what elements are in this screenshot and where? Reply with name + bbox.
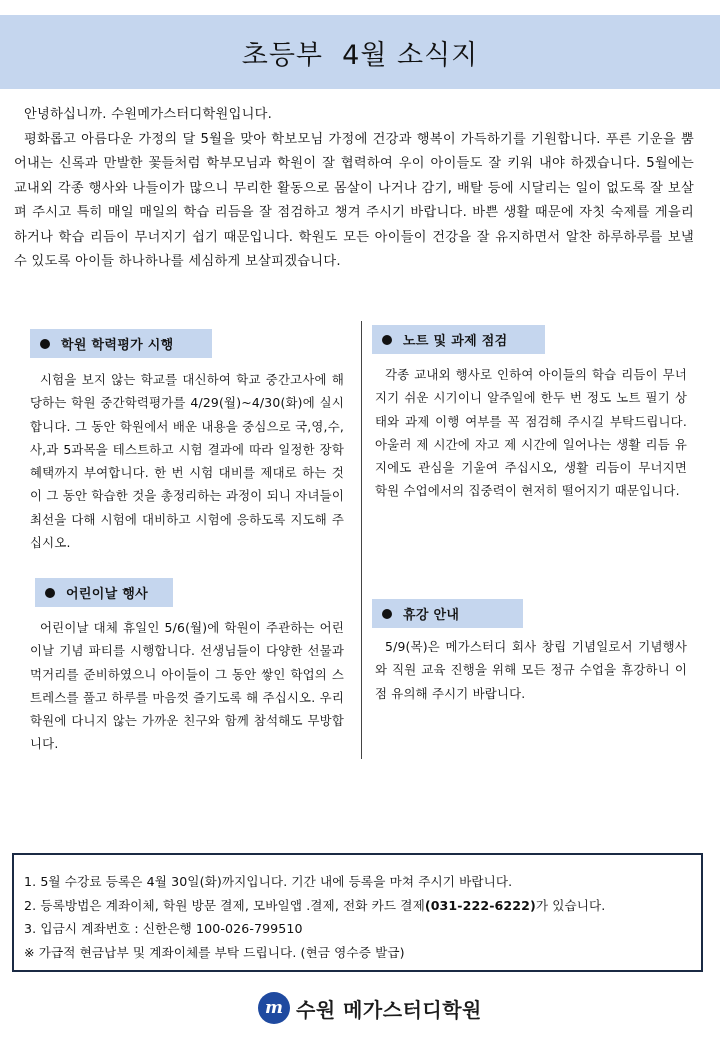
logo-text: 수원 메가스터디학원 [296,997,482,1022]
homework-section-heading [372,325,545,354]
intro-greeting: 안녕하십니까. 수원메가스터디학원입니다. [24,107,273,122]
holiday-section-body: 5/9(목)은 메가스터디 회사 창립 기념일로서 기념행사와 직원 교육 진행을 위해 모든 정규 수업을 휴강하니 이 점 유의해 주시기 바랍니다. [375,639,687,701]
exam-heading-text: 학원 학력평가 시행 [61,338,174,353]
childrens-day-section-heading [35,578,173,607]
bullet-icon [382,335,392,345]
registration-notice-box [12,853,703,972]
childrens-day-heading-text: 어린이날 행사 [66,587,148,602]
bullet-icon [45,588,55,598]
intro-body: 평화롭고 아름다운 가정의 달 5월을 맞아 학보모님 가정에 건강과 행복이 가득하기를 기원합니다. 푸른 기운을 뿜어내는 신록과 만발한 꽃들처럼 학부모님과 학원이 잘 협력하여 우이 아이들도 잘 키워 내야 하겠습니다. 5월에는 교내외 각종 행사와 나들이가 많으니 무리한 활동으로 몸살이 나거나 감기, 배탈 등에 시달리는 일이 없도록 잘 보살펴 주시고 특히 매일 매일의 학습 리듬을 잘 점검하고 챙겨 주시기 바랍니다. 바쁜 생활 때문에 자칫 숙제를 게을리하거나 학습 리듬이 무너지기 쉽기 때문입니다. 학원도 모든 아이들이 건강을 잘 유지하면서 알찬 하루하루를 보낼 수 있도록 아이들 하나하나를 세심하게 보살피겠습니다. [14,131,694,269]
childrens-day-section-body: 어린이날 대체 휴일인 5/6(월)에 학원이 주관하는 어린이날 기념 파티를 시행합니다. 선생님들이 다양한 선물과 먹거리를 준비하였으니 아이들이 그 동안 쌓인 학업의 스트레스를 풀고 하루를 마음껏 즐기도록 해 주십시오. 우리 학원에 다니지 않는 가까운 친구와 함께 참석해도 무방합니다. [30,620,344,752]
page-title: 초등부 4월 소식지 [241,39,479,71]
notice-line-1: 1. 5월 수강료 등록은 4월 30일(화)까지입니다. 기간 내에 등록을 마쳐 주시기 바랍니다. [24,874,513,889]
column-divider [361,321,362,759]
bullet-icon [40,339,50,349]
exam-section-heading [30,329,212,358]
megastudy-logo-icon: m [258,992,290,1024]
notice-line-4: ※ 가급적 현금납부 및 계좌이체를 부탁 드립니다. (현금 영수증 발급) [24,944,405,960]
notice-line-2 [24,894,701,918]
title-bar [0,15,720,89]
homework-section-body: 각종 교내외 행사로 인하여 아이들의 학습 리듬이 무너지기 쉬운 시기이니 알주일에 한두 번 정도 노트 필기 상태와 과제 이행 여부를 꼭 점검해 주시길 부탁드립니다. 아울러 제 시간에 자고 제 시간에 일어나는 생활 리듬 유지에도 관심을 기울여 주십시오, 생활 리듬이 무너지면 학원 수업에서의 집중력이 현저히 떨어지기 때문입니다. [375,367,687,499]
notice-phone: (031-222-6222) [424,897,536,913]
homework-heading-text: 노트 및 과제 점검 [403,334,508,349]
holiday-heading-text: 휴강 안내 [403,608,460,623]
holiday-section-heading [372,599,523,628]
notice-line-2-text: 2. 등록방법은 계좌이체, 학원 방문 결제, 모바일앱 .결제, 전화 카드 결제 [24,897,425,913]
intro-message [14,103,694,275]
notice-line-3: 3. 입금시 계좌번호 : 신한은행 100-026-799510 [24,921,303,936]
footer-logo [258,990,482,1026]
notice-line-2-suffix: 가 있습니다. [535,897,606,913]
exam-section-body: 시험을 보지 않는 학교를 대신하여 학교 중간고사에 해당하는 학원 중간학력평가를 4/29(월)~4/30(화)에 실시합니다. 그 동안 학원에서 배운 내용을 중심으로 국,영,수,사,과 5과목을 테스트하고 시험 결과에 따라 일정한 장학 혜택까지 부여합니다. 한 번 시험 대비를 제대로 하는 것이 그 동안 학습한 것을 총정리하는 과정이 되니 자녀들이 최선을 다해 시험에 대비하고 시험에 응하도록 지도해 주십시오. [30,372,344,551]
bullet-icon [382,609,392,619]
